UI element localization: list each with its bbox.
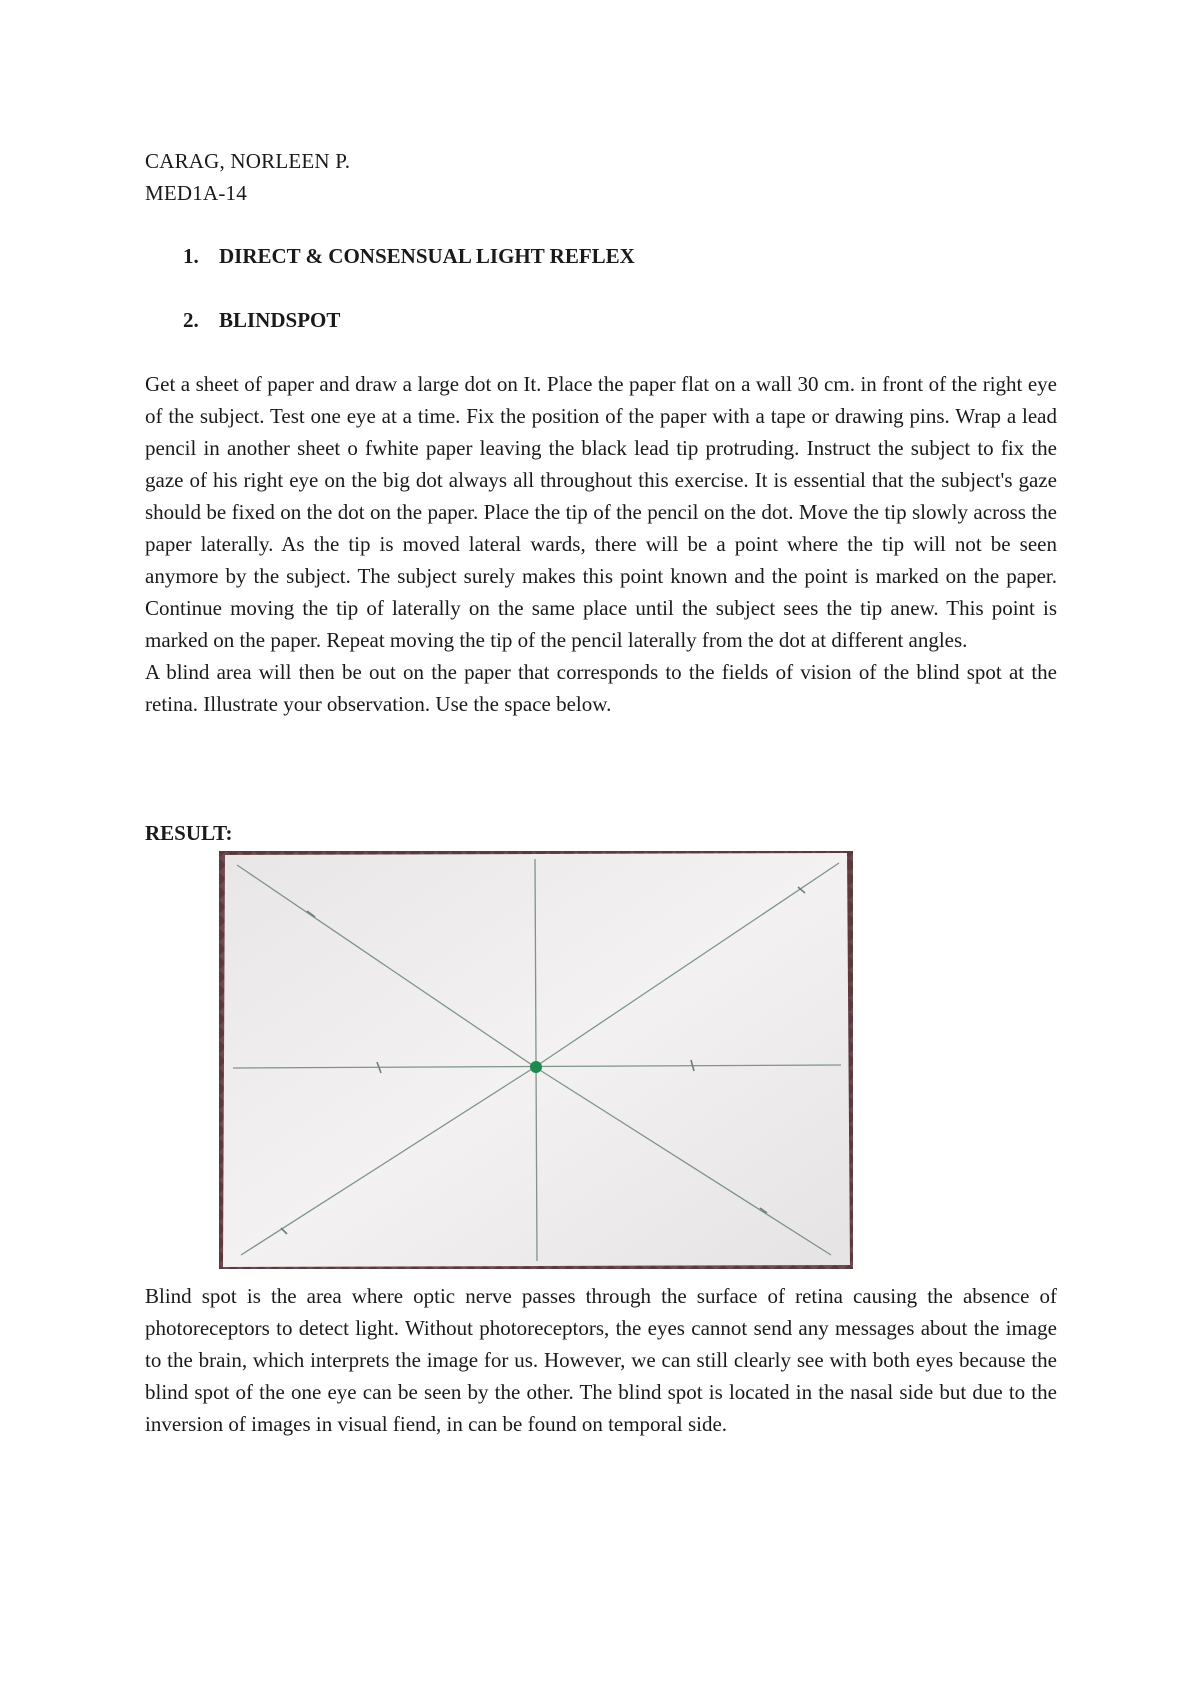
list-number: 2. [183,308,199,332]
procedure-paragraph-1: Get a sheet of paper and draw a large dot on It. Place the paper flat on a wall 30 cm. in front of the right eye of the subject. Test one eye at a time. Fix the position of the paper with a tape or drawing pins. Wrap a lead pencil in another sheet o fwhite paper leaving the black lead tip protruding. Instruct the subject to fix the gaze of his right eye on the big dot always all throughout this exercise. It is essential that the subject's gaze should be fixed on the dot on the paper. Place the tip of the pencil on the dot. Move the tip slowly across the paper laterally. As the tip is moved lateral wards, there will be a point where the tip will not be seen anymore by the subject. The subject surely makes this point known and the point is marked on the paper. Continue moving the tip of laterally on the same place until the subject sees the tip anew. This point is marked on the paper. Repeat moving the tip of the pencil laterally from the dot at different angles. [145,372,1057,652]
conclusion-text [145,1280,1057,1440]
conclusion-paragraph: Blind spot is the area where optic nerve passes through the surface of retina causing the absence of photoreceptors to detect light. Without photoreceptors, the eyes cannot send any messages about the image to the brain, which interprets the image for us. However, we can still clearly see with both eyes because the blind spot of the one eye can be seen by the other. The blind spot is located in the nasal side but due to the inversion of images in visual fiend, in can be found on temporal side. [145,1284,1057,1436]
list-number: 1. [183,244,199,268]
list-title: DIRECT & CONSENSUAL LIGHT REFLEX [219,244,635,268]
procedure-text [145,368,1057,720]
student-name: CARAG, NORLEEN P. [145,149,351,173]
list-item-2 [183,305,340,335]
blindspot-result-photo [219,851,853,1269]
fixation-dot [530,1061,542,1073]
list-item-1 [183,241,635,271]
procedure-paragraph-2: A blind area will then be out on the paper that corresponds to the fields of vision of the blind spot at the retina. Illustrate your observation. Use the space below. [145,660,1057,716]
student-section: MED1A-14 [145,181,247,205]
list-title: BLINDSPOT [219,308,341,332]
result-heading: RESULT: [145,821,233,845]
